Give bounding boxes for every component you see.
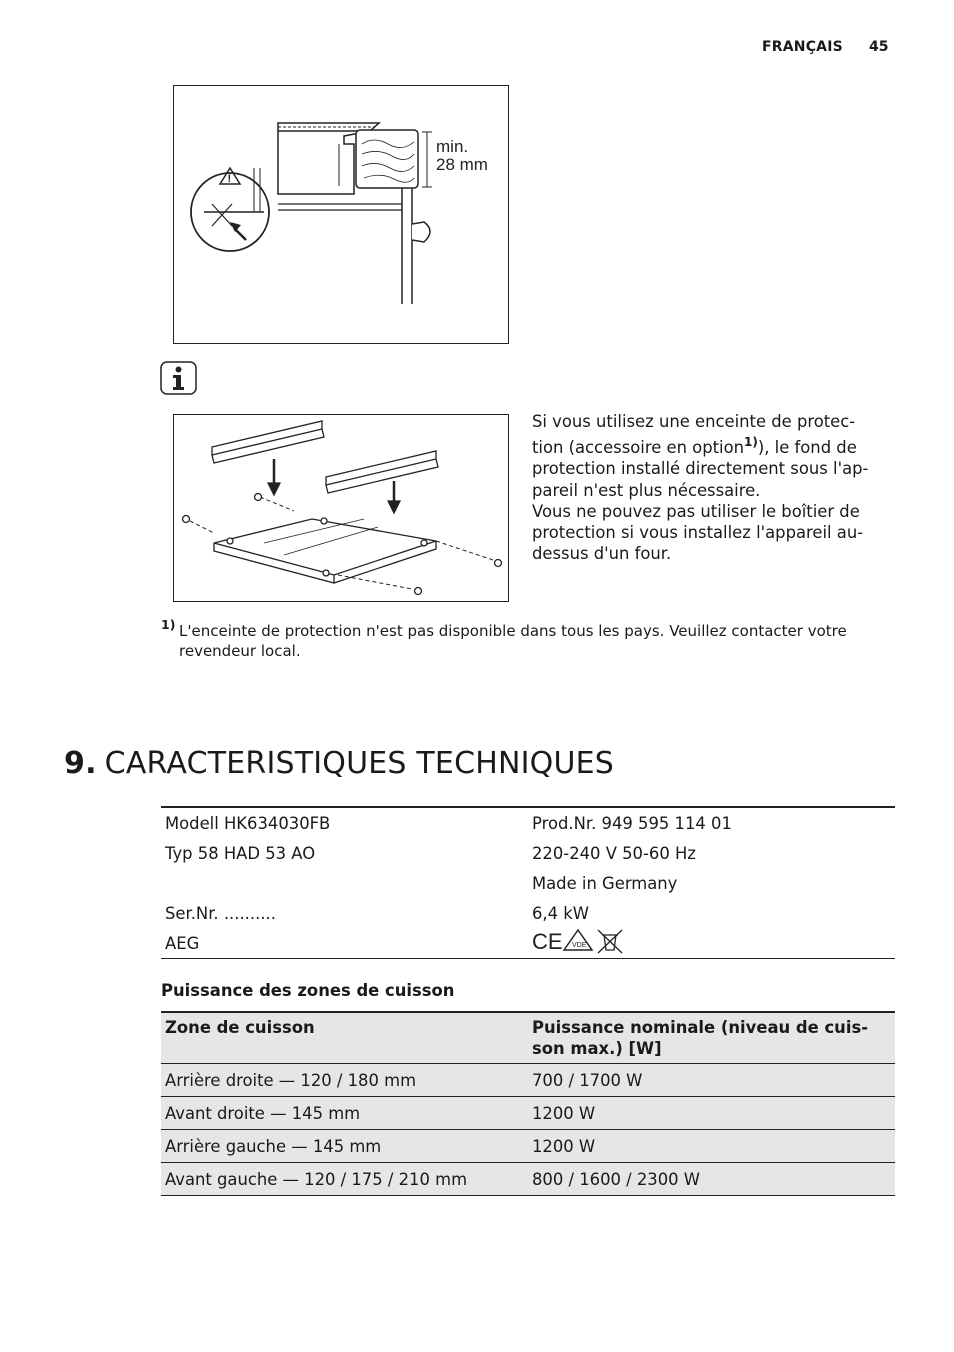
spec-cell: Modell HK634030FB [165,813,331,833]
para1-part-c: ), le fond de protection installé directement sous l'ap-pareil n'est plus nécessaire. [532,438,869,500]
spec-cell: Typ 58 HAD 53 AO [165,843,316,863]
table-row [161,898,895,928]
spec-cell: Made in Germany [532,873,678,893]
vde-mark-icon: VDE [572,942,587,949]
table-row [161,868,895,898]
para1-line-a: Si vous utilisez une enceinte de protec- [532,412,856,431]
zone-cell: Arrière gauche — 145 mm [161,1130,528,1163]
page-number: 45 [869,39,889,55]
spec-cell: 6,4 kW [532,903,589,923]
rating-plate-table [161,806,895,959]
table-row [161,1064,895,1097]
zone-cell: Avant gauche — 120 / 175 / 210 mm [161,1163,528,1196]
table-row [161,838,895,868]
section-number: 9. [64,746,97,781]
section-title-text: CARACTERISTIQUES TECHNIQUES [104,746,615,781]
spec-cell: AEG [165,933,200,953]
cooking-zone-power-table [161,1011,895,1196]
protection-box-text [532,411,892,564]
dimension-label-value: 28 mm [436,155,488,174]
para1-part-b: tion (accessoire en option [532,438,744,458]
dimension-label-min: min. [436,137,469,156]
weee-bin-icon [598,930,622,953]
info-icon [160,361,197,395]
power-cell: 1200 W [528,1130,895,1163]
paragraph-oven-warning: Vous ne pouvez pas utiliser le boîtier de protection si vous installez l'appareil au-dessus d'un four. [532,501,864,564]
column-header-power: Puissance nominale (niveau de cuis-son max.) [W] [528,1012,895,1064]
installation-clearance-figure [173,85,509,344]
spec-cell: 220-240 V 50-60 Hz [532,843,696,863]
power-cell: 700 / 1700 W [528,1064,895,1097]
column-header-zone: Zone de cuisson [161,1012,528,1064]
spec-cell [161,868,528,898]
svg-text:!: ! [227,173,232,185]
power-cell: 800 / 1600 / 2300 W [528,1163,895,1196]
zone-cell: Arrière droite — 120 / 180 mm [161,1064,528,1097]
table-row [161,1163,895,1196]
table-row [161,807,895,838]
paragraph-protection-box [532,411,892,501]
footnote-ref: 1) [744,435,758,450]
certification-marks [528,928,895,959]
power-heading: Puissance des zones de cuisson [161,981,455,1000]
header-language: FRANÇAIS [762,39,843,55]
footnote-mark: 1) [161,617,176,632]
protection-box-figure [173,414,509,602]
table-row [161,1130,895,1163]
footnote-text: L'enceinte de protection n'est pas disponible dans tous les pays. Veuillez contacter votre revendeur local. [179,622,847,660]
ce-mark-icon: CE [532,929,563,954]
table-row [161,1097,895,1130]
section-title [64,746,614,781]
spec-cell: Ser.Nr. .......... [165,903,276,923]
zone-cell: Avant droite — 145 mm [161,1097,528,1130]
table-row [161,928,895,959]
table-header-row [161,1012,895,1064]
spec-cell: Prod.Nr. 949 595 114 01 [532,813,732,833]
power-cell: 1200 W [528,1097,895,1130]
